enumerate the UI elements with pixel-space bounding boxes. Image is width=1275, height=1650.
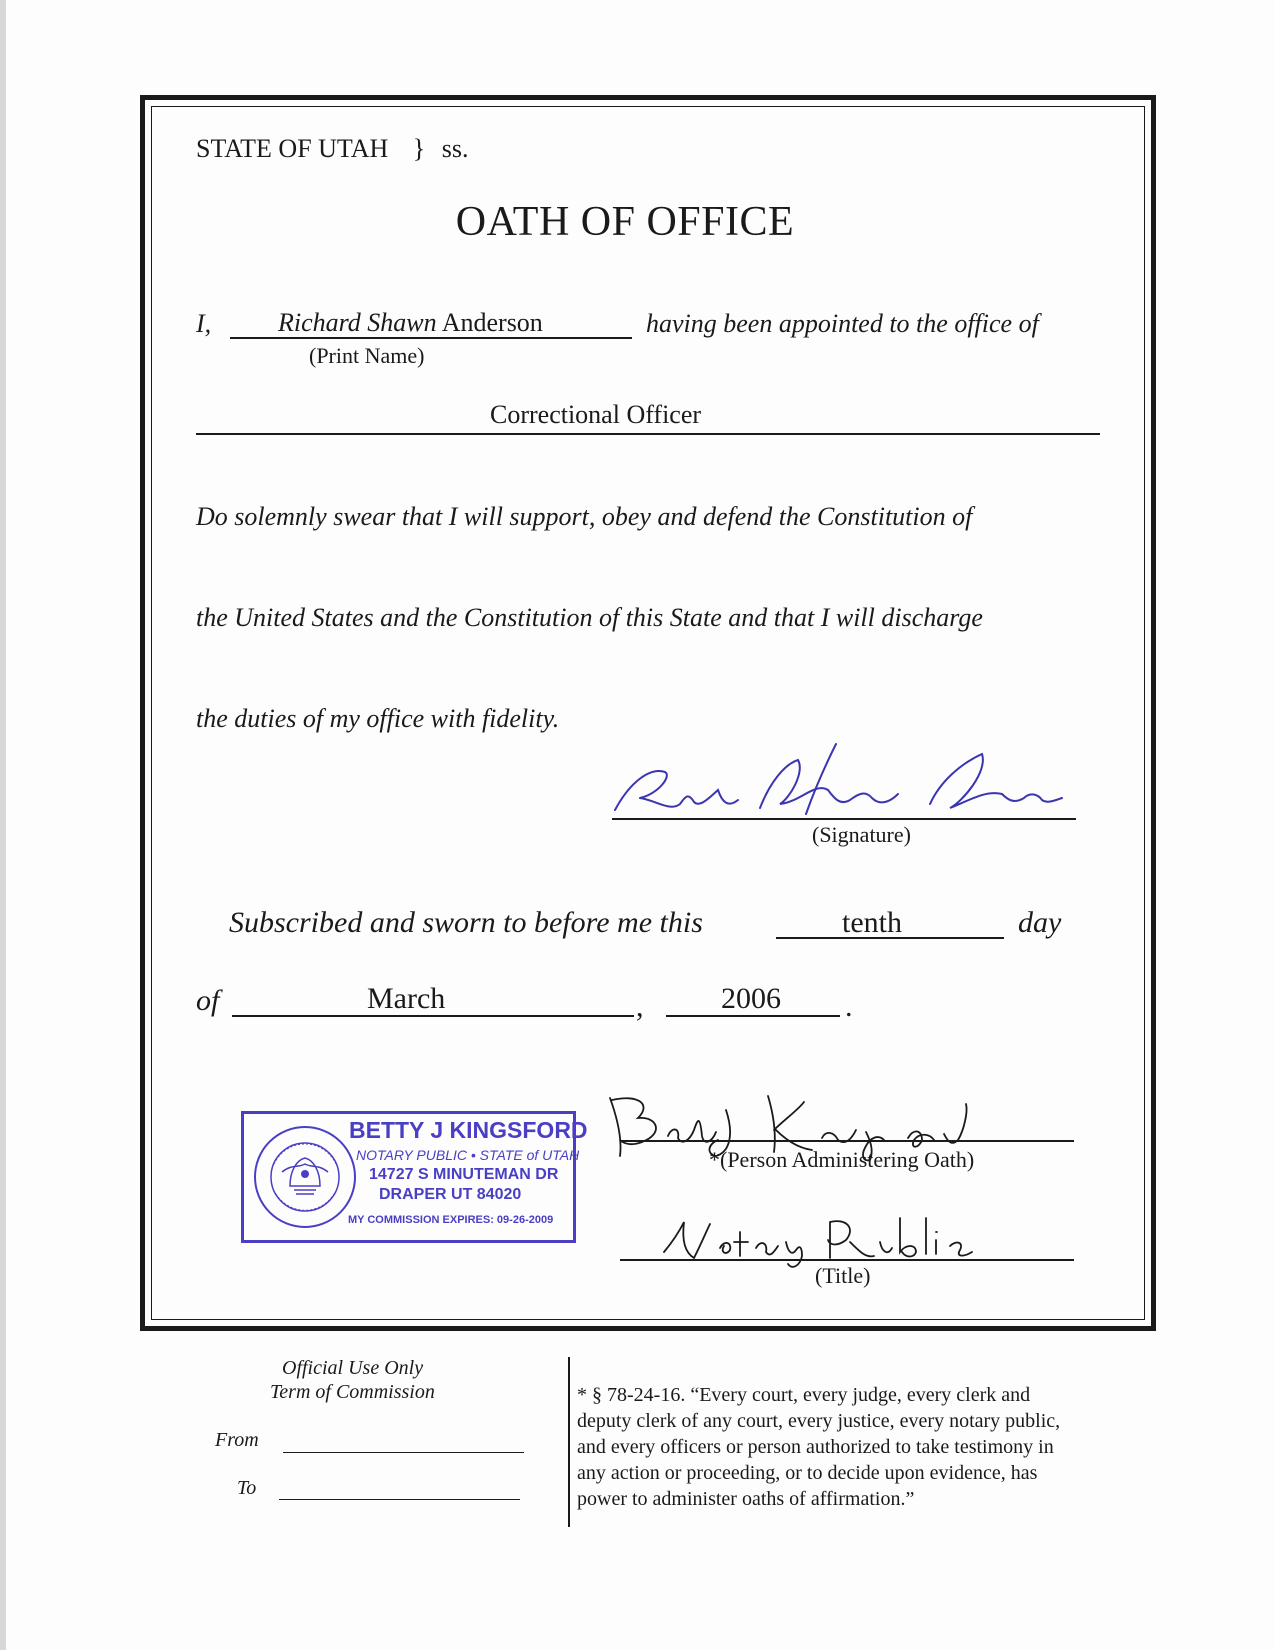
notary-stamp (241, 1111, 588, 1243)
print-name-last: Anderson (441, 308, 543, 337)
state-seal-icon (252, 1124, 358, 1230)
period: . (845, 990, 853, 1023)
footnote-line-5: power to administer oaths of affirmation.” (577, 1488, 915, 1510)
statute-footnote (577, 1382, 1060, 1512)
official-use-heading: Official Use Only (282, 1357, 424, 1379)
print-name-line (230, 337, 632, 339)
print-name-caption: (Print Name) (309, 343, 425, 368)
year-line (666, 1015, 840, 1017)
day-value: tenth (842, 906, 902, 939)
print-name-value (278, 308, 543, 338)
oath-prefix: I, (196, 309, 212, 338)
office-line (196, 433, 1100, 435)
subscribed-text: Subscribed and sworn to before me this (229, 906, 703, 939)
signature-line (612, 818, 1076, 820)
day-word: day (1018, 906, 1062, 939)
stamp-name: BETTY J KINGSFORD (349, 1117, 588, 1143)
administrator-caption: *(Person Administering Oath) (709, 1147, 975, 1172)
footnote-line-3: and every officers or person authorized to take testimony in (577, 1436, 1054, 1458)
month-line (232, 1015, 634, 1017)
state-name: STATE OF UTAH (196, 134, 389, 163)
stamp-line-2: 14727 S MINUTEMAN DR (369, 1166, 559, 1183)
day-line (776, 937, 1004, 939)
page-title: OATH OF OFFICE (455, 199, 795, 245)
of-word: of (196, 984, 220, 1017)
scan-edge (0, 0, 6, 1650)
stamp-line-3: DRAPER UT 84020 (379, 1186, 522, 1203)
stamp-line-4: MY COMMISSION EXPIRES: 09-26-2009 (348, 1214, 554, 1226)
oath-line-2: the United States and the Constitution of this State and that I will discharge (196, 603, 983, 632)
ss-abbrev: ss. (441, 134, 469, 163)
handwritten-signature (610, 742, 1080, 822)
brace: } (412, 134, 426, 163)
term-of-commission-heading: Term of Commission (270, 1381, 435, 1403)
footnote-line-4: any action or proceeding, or to decide upon evidence, has (577, 1462, 1038, 1484)
title-caption: (Title) (815, 1263, 871, 1288)
footer-divider (568, 1357, 570, 1527)
year-value: 2006 (721, 982, 781, 1015)
oath-line-1: Do solemnly swear that I will support, obey and defend the Constitution of (196, 502, 973, 531)
print-name-first: Richard Shawn (278, 308, 437, 337)
office-value: Correctional Officer (490, 400, 702, 429)
from-label: From (215, 1429, 259, 1451)
oath-line-3: the duties of my office with fidelity. (196, 704, 560, 733)
title-line (620, 1259, 1074, 1261)
month-value: March (367, 982, 446, 1015)
state-header (196, 134, 469, 164)
stamp-line-1: NOTARY PUBLIC • STATE of UTAH (356, 1147, 580, 1163)
appointment-suffix: having been appointed to the office of (646, 309, 1039, 338)
footnote-line-1: * § 78-24-16. “Every court, every judge, every clerk and (577, 1384, 1031, 1406)
footnote-line-2: deputy clerk of any court, every justice, every notary public, (577, 1410, 1061, 1432)
from-line (283, 1452, 524, 1453)
administrator-line (620, 1140, 1074, 1142)
signature-caption: (Signature) (812, 822, 911, 847)
to-line (279, 1499, 520, 1500)
comma: , (636, 990, 644, 1023)
to-label: To (237, 1477, 257, 1499)
